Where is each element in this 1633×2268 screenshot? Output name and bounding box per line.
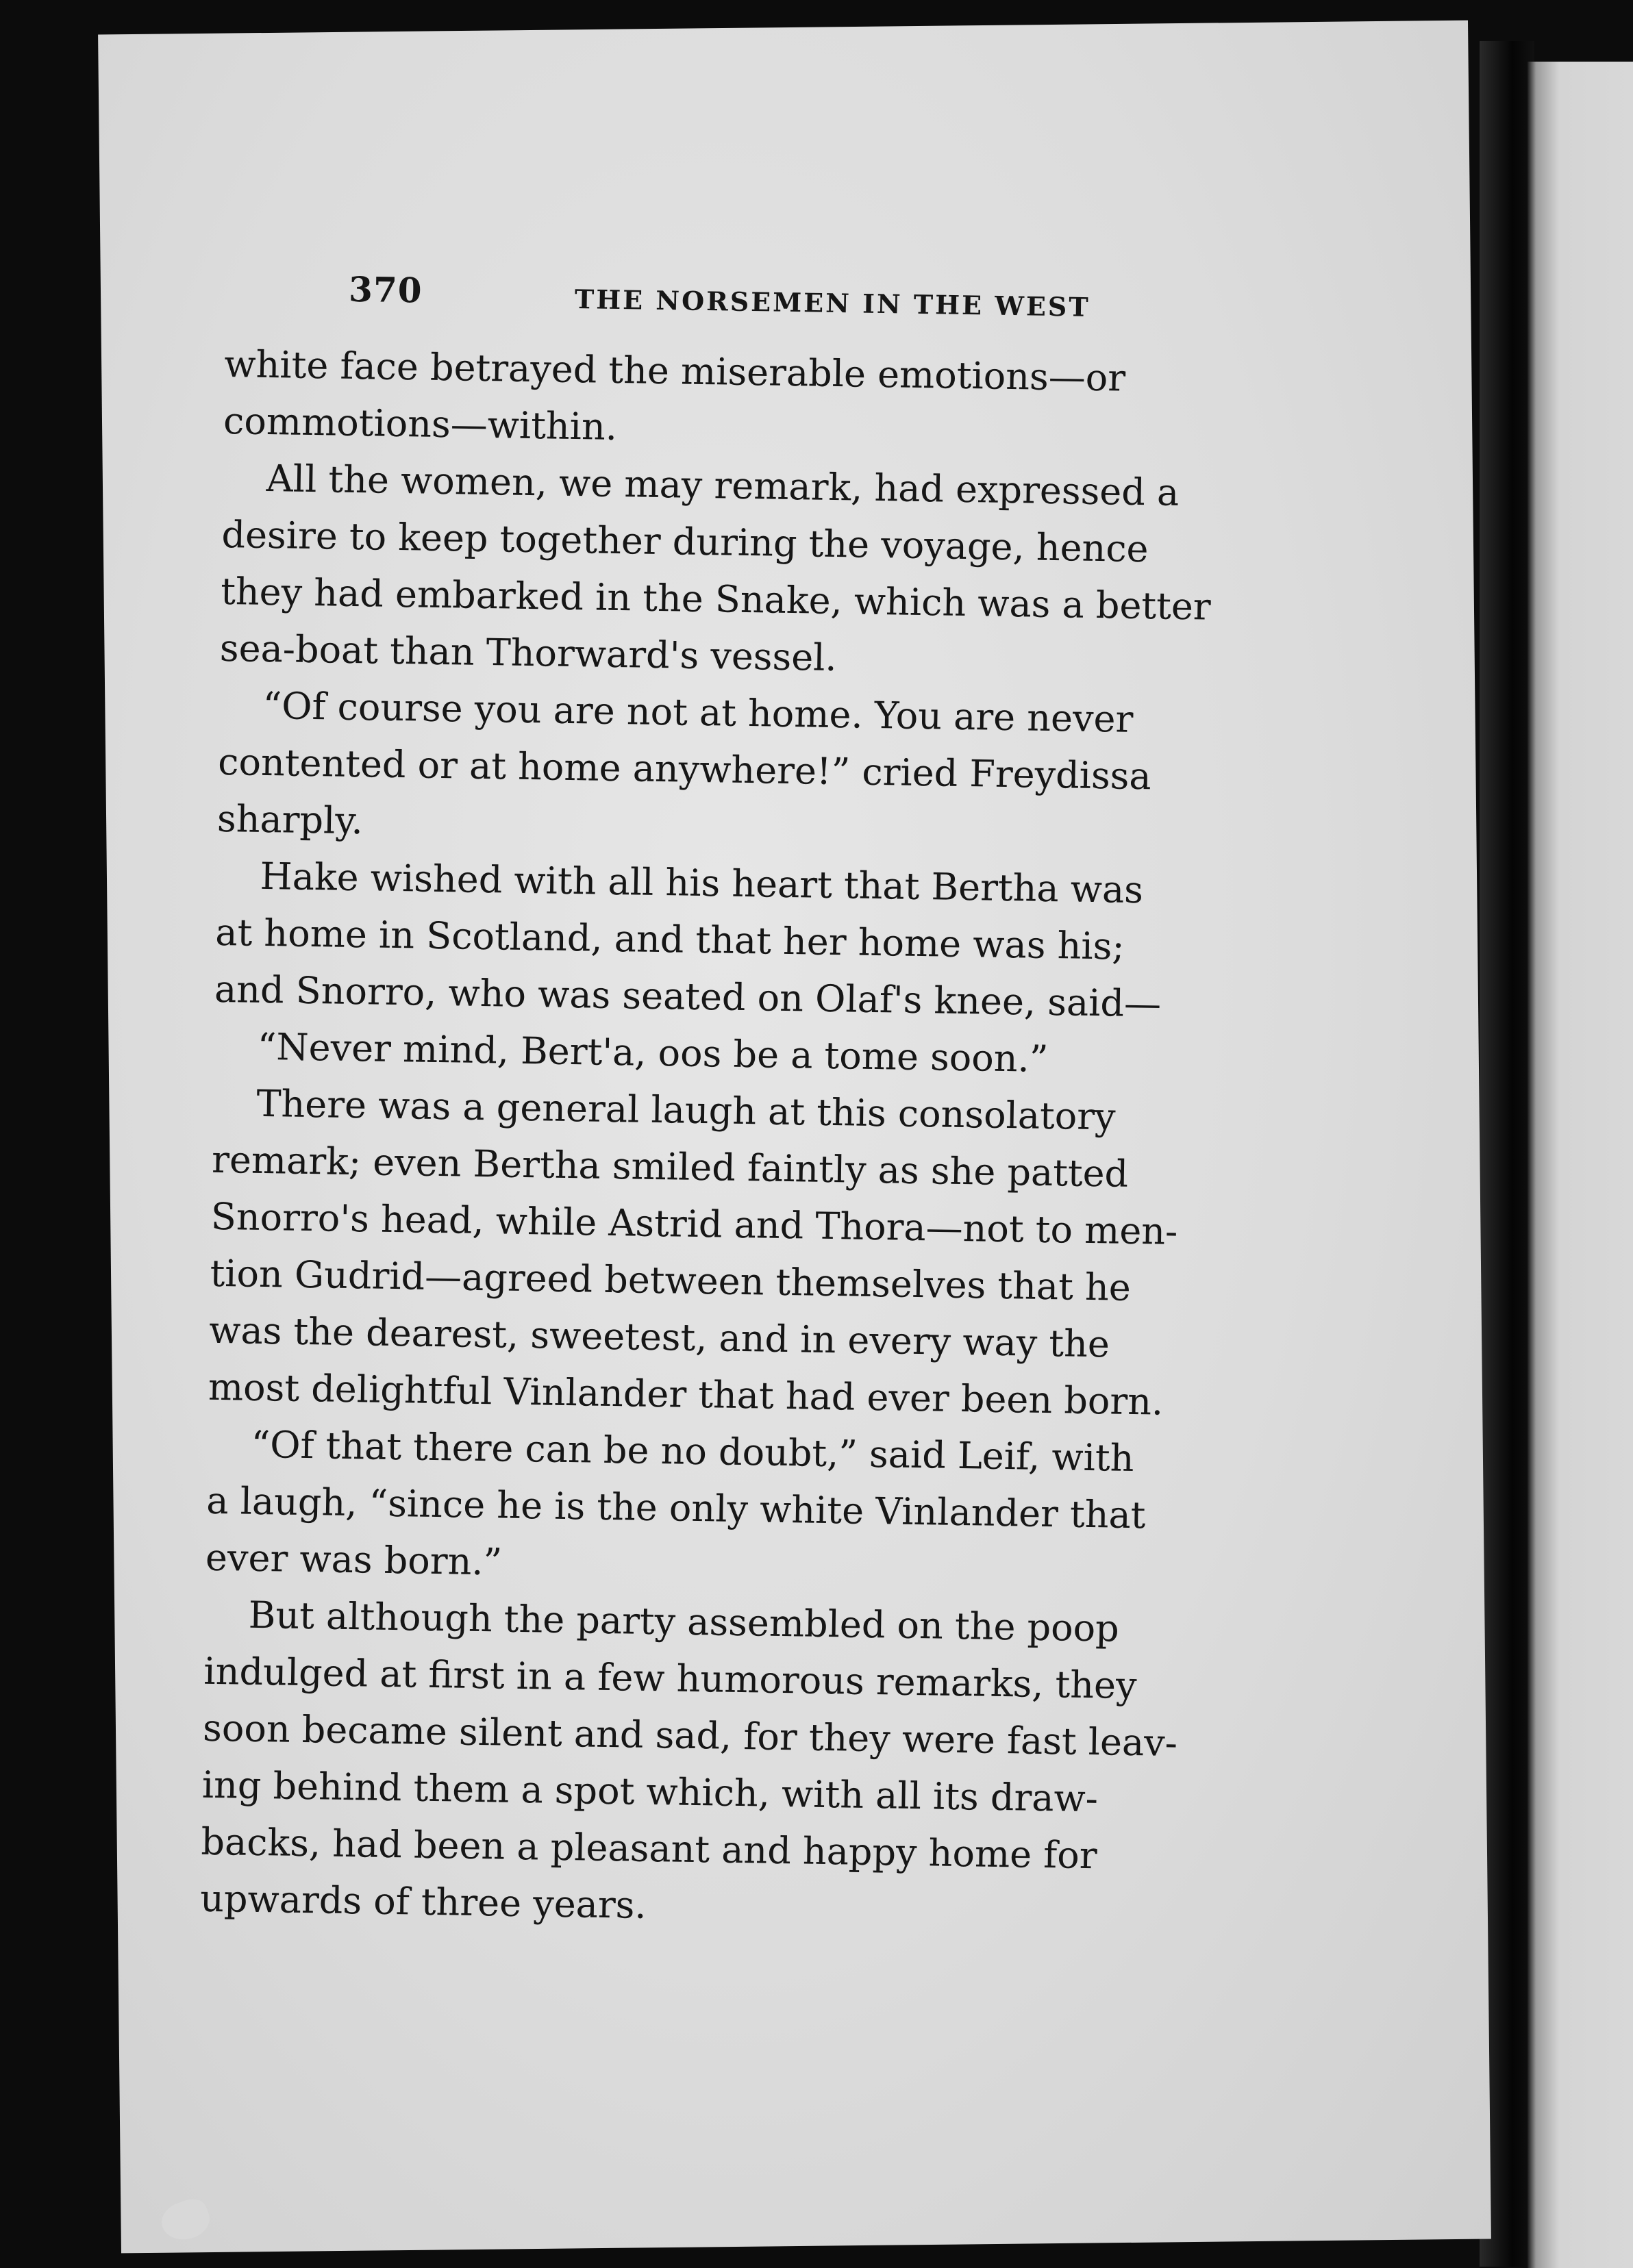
paragraph: [214, 847, 1285, 1034]
text-line: soon became silent and sad, for they were fast leav-: [202, 1706, 1178, 1765]
text-line: commotions—within.: [223, 399, 618, 449]
text-line: most delightful Vinlander that had ever been born.: [208, 1365, 1164, 1424]
facing-page-edge: [1528, 62, 1633, 2268]
text-line: ing behind them a spot which, with all its draw-: [201, 1763, 1099, 1821]
text-line: There was a general laugh at this consolatory: [256, 1081, 1117, 1139]
paragraph: [208, 1074, 1282, 1432]
paragraph: [219, 449, 1291, 693]
paragraph: [223, 336, 1293, 466]
paragraph: [205, 1415, 1276, 1602]
text-line: a laugh, “since he is the only white Vinlander that: [205, 1478, 1146, 1537]
page-number: 370: [348, 268, 423, 311]
text-line: All the women, we may remark, had expressed a: [266, 456, 1180, 514]
text-line: contented or at home anywhere!” cried Freydissa: [217, 740, 1152, 798]
text-line: remark; even Bertha smiled faintly as she patted: [211, 1137, 1129, 1196]
text-line: sea-boat than Thorward's vessel.: [219, 626, 838, 680]
text-line: “Never mind, Bert'a, oos be a tome soon.”: [257, 1024, 1049, 1081]
paragraph: [200, 1586, 1274, 1943]
text-line: tion Gudrid—agreed between themselves that he: [210, 1251, 1132, 1309]
text-line: backs, had been a pleasant and happy home for: [201, 1819, 1098, 1878]
text-line: indulged at first in a few humorous remarks, they: [203, 1649, 1138, 1708]
text-line: was the dearest, sweetest, and in every way the: [208, 1308, 1110, 1366]
text-line: Hake wished with all his heart that Bertha was: [260, 854, 1144, 912]
paragraph: [216, 677, 1288, 864]
text-segment: “Of course you are not at home. You are never: [262, 683, 1134, 741]
text-line: white face betrayed the miserable emotions—or: [223, 342, 1126, 400]
text-line: But although the party assembled on the poop: [248, 1593, 1120, 1650]
text-line: ever was born.”: [205, 1535, 503, 1584]
text-line: and Snorro, who was seated on Olaf's knee, said—: [214, 967, 1162, 1026]
text-line: sharply.: [216, 796, 364, 843]
text-block: [200, 253, 1295, 1943]
text-line: at home in Scotland, and that her home was his;: [214, 910, 1125, 968]
running-title: THE NORSEMEN IN THE WEST: [574, 284, 1090, 323]
text-line: they had embarked in the Snake, which was a better: [220, 569, 1212, 629]
text-line: desire to keep together during the voyage, hence: [221, 512, 1149, 571]
text-line: “Of that there can be no doubt,” said Leif, with: [251, 1422, 1134, 1480]
text-line: Snorro's head, while Astrid and Thora—not to men-: [210, 1194, 1178, 1253]
text-line: upwards of three years.: [199, 1876, 647, 1927]
